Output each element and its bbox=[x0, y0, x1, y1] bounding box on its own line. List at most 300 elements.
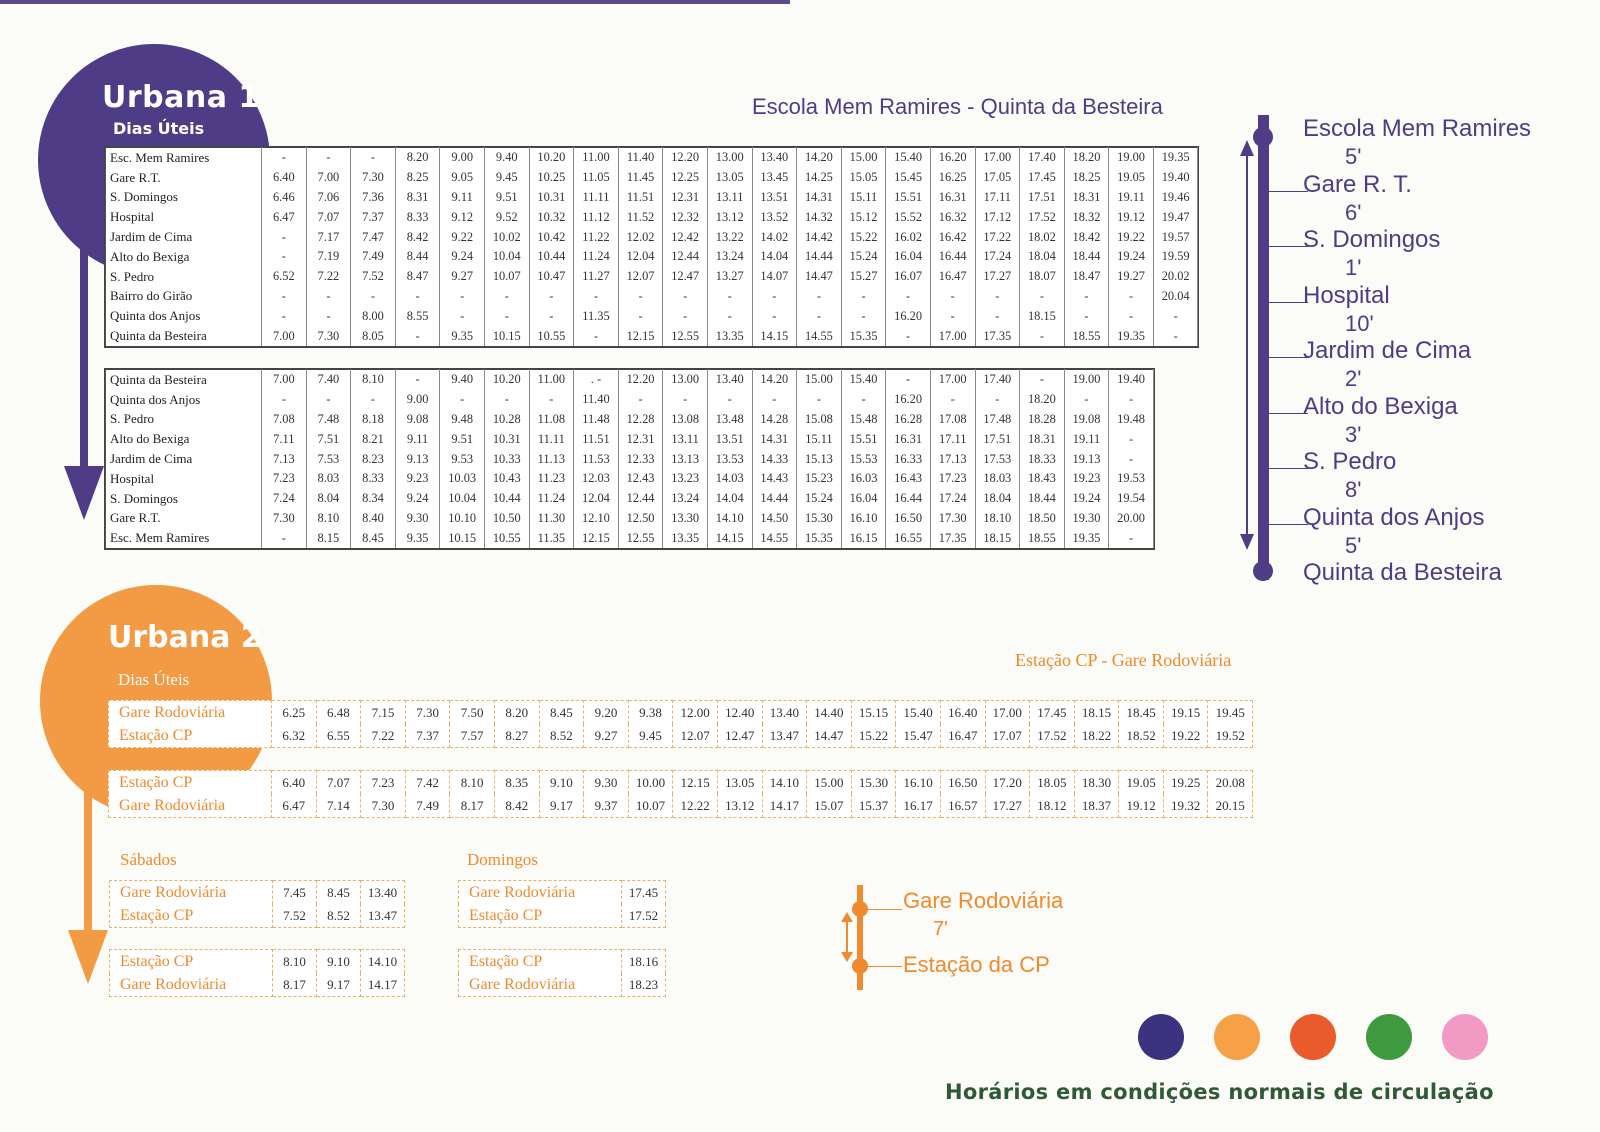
timetable-row bbox=[106, 489, 1154, 509]
diagram-stop-label: Hospital bbox=[1303, 281, 1390, 309]
time-cell: 16.32 bbox=[930, 207, 975, 227]
time-cell: 7.48 bbox=[306, 410, 351, 430]
time-cell: 11.22 bbox=[574, 227, 619, 247]
urbana1-arrow-shaft bbox=[80, 150, 88, 480]
time-cell: 18.25 bbox=[1064, 168, 1109, 188]
timetable-row bbox=[106, 267, 1198, 287]
time-cell: 11.11 bbox=[529, 429, 574, 449]
time-cell: 15.00 bbox=[807, 771, 852, 795]
timetable-row bbox=[459, 950, 666, 974]
diagram-stop-label: Quinta dos Anjos bbox=[1303, 503, 1485, 531]
time-cell: 8.55 bbox=[395, 306, 440, 326]
time-cell: 20.04 bbox=[1153, 287, 1198, 307]
time-cell: 19.22 bbox=[1163, 724, 1208, 748]
diagram-minutes: 2' bbox=[1345, 366, 1362, 391]
top-band bbox=[0, 0, 790, 4]
time-cell: - bbox=[1109, 390, 1154, 410]
time-cell: - bbox=[752, 287, 797, 307]
time-cell: - bbox=[529, 390, 574, 410]
time-cell: - bbox=[484, 306, 529, 326]
time-cell: 8.00 bbox=[351, 306, 396, 326]
time-cell: 10.15 bbox=[440, 528, 485, 548]
time-cell: - bbox=[1109, 449, 1154, 469]
time-cell: 14.17 bbox=[762, 794, 807, 818]
timetable-row bbox=[106, 469, 1154, 489]
time-cell: 18.28 bbox=[1020, 410, 1065, 430]
time-cell: 6.32 bbox=[272, 724, 317, 748]
bidirectional-arrow-icon bbox=[1246, 150, 1248, 542]
timetable-row bbox=[106, 370, 1154, 390]
time-cell: 19.24 bbox=[1064, 489, 1109, 509]
time-cell: 12.20 bbox=[663, 148, 708, 168]
time-cell: 14.07 bbox=[752, 267, 797, 287]
time-cell: 8.18 bbox=[351, 410, 396, 430]
time-cell: - bbox=[841, 390, 886, 410]
time-cell: 16.10 bbox=[841, 509, 886, 529]
saturday-outbound-table bbox=[109, 880, 405, 928]
stop-name: Estação CP bbox=[459, 950, 622, 974]
time-cell: 18.52 bbox=[1119, 724, 1164, 748]
urbana2-subtitle: Dias Úteis bbox=[118, 670, 190, 689]
timetable-row bbox=[106, 148, 1198, 168]
stop-name: Hospital bbox=[106, 469, 262, 489]
timetable-row bbox=[110, 904, 405, 928]
time-cell: 17.52 bbox=[1030, 724, 1075, 748]
time-cell: 13.23 bbox=[663, 469, 708, 489]
time-cell: 15.45 bbox=[886, 168, 931, 188]
time-cell: - bbox=[262, 227, 307, 247]
time-cell: 9.13 bbox=[395, 449, 440, 469]
time-cell: 16.20 bbox=[930, 148, 975, 168]
time-cell: 12.40 bbox=[717, 701, 762, 725]
diagram-stop-label: S. Domingos bbox=[1303, 226, 1441, 253]
time-cell: 10.42 bbox=[529, 227, 574, 247]
timetable-row bbox=[110, 973, 405, 997]
stop-name: Gare Rodoviária bbox=[110, 973, 273, 997]
time-cell: 11.27 bbox=[574, 267, 619, 287]
time-cell: 8.25 bbox=[395, 168, 440, 188]
stop-name: S. Pedro bbox=[106, 410, 262, 430]
stop-tick bbox=[862, 966, 902, 967]
time-cell: 15.51 bbox=[841, 429, 886, 449]
time-cell: - bbox=[395, 326, 440, 346]
timetable-row bbox=[459, 881, 666, 905]
timetable-row bbox=[106, 207, 1198, 227]
time-cell: 18.31 bbox=[1020, 429, 1065, 449]
time-cell: 17.40 bbox=[1020, 148, 1065, 168]
time-cell: 13.45 bbox=[752, 168, 797, 188]
time-cell: - bbox=[707, 390, 752, 410]
time-cell: 10.44 bbox=[484, 489, 529, 509]
time-cell: 7.51 bbox=[306, 429, 351, 449]
time-cell: 12.55 bbox=[618, 528, 663, 548]
time-cell: 11.40 bbox=[574, 390, 619, 410]
time-cell: 19.00 bbox=[1064, 370, 1109, 390]
color-dot bbox=[1214, 1014, 1260, 1060]
time-cell: 15.00 bbox=[797, 370, 842, 390]
time-cell: 20.00 bbox=[1109, 509, 1154, 529]
time-cell: 19.52 bbox=[1208, 724, 1253, 748]
time-cell: 8.33 bbox=[395, 207, 440, 227]
time-cell: 12.07 bbox=[673, 724, 718, 748]
time-cell: 9.51 bbox=[440, 429, 485, 449]
stop-tick bbox=[1268, 302, 1308, 303]
time-cell: - bbox=[529, 306, 574, 326]
time-cell: 12.02 bbox=[618, 227, 663, 247]
diagram-minutes: 3' bbox=[1345, 421, 1362, 447]
time-cell: 8.20 bbox=[395, 148, 440, 168]
color-dot bbox=[1290, 1014, 1336, 1060]
diagram-minutes: 10' bbox=[1345, 310, 1374, 336]
time-cell: 18.44 bbox=[1020, 489, 1065, 509]
time-cell: 17.53 bbox=[975, 449, 1020, 469]
stop-tick bbox=[1268, 191, 1308, 192]
timetable-row bbox=[106, 390, 1154, 410]
time-cell: 9.10 bbox=[317, 950, 361, 974]
diagram-stop-label: Alto do Bexiga bbox=[1303, 392, 1458, 420]
time-cell: 18.02 bbox=[1020, 227, 1065, 247]
time-cell: 9.23 bbox=[395, 469, 440, 489]
time-cell: 11.13 bbox=[529, 449, 574, 469]
time-cell: 16.28 bbox=[886, 410, 931, 430]
time-cell: 12.22 bbox=[673, 794, 718, 818]
time-cell: 9.00 bbox=[440, 148, 485, 168]
time-cell: 19.53 bbox=[1109, 469, 1154, 489]
time-cell: 19.25 bbox=[1163, 771, 1208, 795]
time-cell: 9.48 bbox=[440, 410, 485, 430]
time-cell: 12.43 bbox=[618, 469, 663, 489]
time-cell: 14.47 bbox=[807, 724, 852, 748]
time-cell: 15.30 bbox=[851, 771, 896, 795]
time-cell: 19.00 bbox=[1109, 148, 1154, 168]
time-cell: 14.43 bbox=[752, 469, 797, 489]
time-cell: 19.23 bbox=[1064, 469, 1109, 489]
time-cell: 10.32 bbox=[529, 207, 574, 227]
time-cell: 13.35 bbox=[707, 326, 752, 346]
diagram-stop-label: Estação da CP bbox=[903, 952, 1050, 977]
time-cell: 9.45 bbox=[484, 168, 529, 188]
time-cell: 15.24 bbox=[841, 247, 886, 267]
time-cell: 12.31 bbox=[663, 188, 708, 208]
time-cell: 8.27 bbox=[494, 724, 539, 748]
time-cell: 12.04 bbox=[618, 247, 663, 267]
time-cell: 16.31 bbox=[886, 429, 931, 449]
time-cell: 9.17 bbox=[317, 973, 361, 997]
time-cell: 7.45 bbox=[273, 881, 317, 905]
time-cell: 13.40 bbox=[752, 148, 797, 168]
time-cell: - bbox=[262, 528, 307, 548]
sunday-label: Domingos bbox=[467, 850, 538, 869]
time-cell: 16.55 bbox=[886, 528, 931, 548]
time-cell: 18.31 bbox=[1064, 188, 1109, 208]
time-cell: 14.10 bbox=[762, 771, 807, 795]
stop-name: Jardim de Cima bbox=[106, 449, 262, 469]
time-cell: 15.05 bbox=[841, 168, 886, 188]
time-cell: 8.17 bbox=[273, 973, 317, 997]
time-cell: 7.49 bbox=[405, 794, 450, 818]
stop-name: S. Domingos bbox=[106, 489, 262, 509]
timetable-row bbox=[106, 227, 1198, 247]
time-cell: 10.15 bbox=[484, 326, 529, 346]
time-cell: 9.53 bbox=[440, 449, 485, 469]
time-cell: 7.42 bbox=[405, 771, 450, 795]
time-cell: 15.08 bbox=[797, 410, 842, 430]
time-cell: 8.45 bbox=[351, 528, 396, 548]
time-cell: 18.15 bbox=[1074, 701, 1119, 725]
time-cell: 8.40 bbox=[351, 509, 396, 529]
time-cell: 7.30 bbox=[405, 701, 450, 725]
time-cell: 18.55 bbox=[1064, 326, 1109, 346]
time-cell: 17.51 bbox=[975, 429, 1020, 449]
time-cell: 18.20 bbox=[1064, 148, 1109, 168]
time-cell: 7.14 bbox=[316, 794, 361, 818]
time-cell: 11.45 bbox=[618, 168, 663, 188]
time-cell: 8.52 bbox=[317, 904, 361, 928]
time-cell: 17.08 bbox=[930, 410, 975, 430]
time-cell: 14.17 bbox=[361, 973, 405, 997]
time-cell: 8.34 bbox=[351, 489, 396, 509]
time-cell: 14.28 bbox=[752, 410, 797, 430]
time-cell: - bbox=[752, 306, 797, 326]
time-cell: 11.35 bbox=[529, 528, 574, 548]
time-cell: - bbox=[618, 306, 663, 326]
time-cell: - bbox=[306, 390, 351, 410]
time-cell: 12.31 bbox=[618, 429, 663, 449]
time-cell: 17.35 bbox=[975, 326, 1020, 346]
time-cell: 7.17 bbox=[306, 227, 351, 247]
time-cell: 17.24 bbox=[930, 489, 975, 509]
time-cell: 8.10 bbox=[450, 771, 495, 795]
time-cell: 8.20 bbox=[494, 701, 539, 725]
time-cell: 14.31 bbox=[752, 429, 797, 449]
timetable-row bbox=[109, 701, 1253, 725]
time-cell: 13.40 bbox=[762, 701, 807, 725]
time-cell: 10.00 bbox=[628, 771, 673, 795]
time-cell: 9.08 bbox=[395, 410, 440, 430]
time-cell: 9.37 bbox=[584, 794, 629, 818]
time-cell: 10.04 bbox=[440, 489, 485, 509]
time-cell: 13.22 bbox=[707, 227, 752, 247]
time-cell: 19.35 bbox=[1153, 148, 1198, 168]
time-cell: 7.52 bbox=[273, 904, 317, 928]
time-cell: 7.24 bbox=[262, 489, 307, 509]
time-cell: 20.15 bbox=[1208, 794, 1253, 818]
stop-tick bbox=[1268, 524, 1308, 525]
time-cell: - bbox=[886, 326, 931, 346]
time-cell: 14.20 bbox=[797, 148, 842, 168]
time-cell: - bbox=[930, 306, 975, 326]
time-cell: - bbox=[663, 306, 708, 326]
time-cell: 18.16 bbox=[622, 950, 666, 974]
time-cell: - bbox=[574, 326, 619, 346]
time-cell: 13.11 bbox=[707, 188, 752, 208]
time-cell: - bbox=[886, 287, 931, 307]
time-cell: 15.35 bbox=[841, 326, 886, 346]
time-cell: 17.52 bbox=[622, 904, 666, 928]
time-cell: 6.46 bbox=[262, 188, 307, 208]
time-cell: . - bbox=[574, 370, 619, 390]
time-cell: 13.00 bbox=[707, 148, 752, 168]
time-cell: 8.45 bbox=[317, 881, 361, 905]
urbana1-inbound-table bbox=[105, 369, 1154, 549]
time-cell: 17.11 bbox=[930, 429, 975, 449]
time-cell: 19.22 bbox=[1109, 227, 1154, 247]
time-cell: 19.30 bbox=[1064, 509, 1109, 529]
time-cell: 12.20 bbox=[618, 370, 663, 390]
time-cell: 8.42 bbox=[395, 227, 440, 247]
time-cell: 10.33 bbox=[484, 449, 529, 469]
time-cell: 17.40 bbox=[975, 370, 1020, 390]
time-cell: 17.45 bbox=[1020, 168, 1065, 188]
time-cell: 10.43 bbox=[484, 469, 529, 489]
time-cell: - bbox=[262, 390, 307, 410]
time-cell: 17.35 bbox=[930, 528, 975, 548]
time-cell: 13.11 bbox=[663, 429, 708, 449]
time-cell: 17.00 bbox=[985, 701, 1030, 725]
time-cell: 13.05 bbox=[717, 771, 762, 795]
time-cell: 12.44 bbox=[618, 489, 663, 509]
time-cell: 16.33 bbox=[886, 449, 931, 469]
time-cell: 6.47 bbox=[272, 794, 317, 818]
time-cell: 15.12 bbox=[841, 207, 886, 227]
stop-name: Gare Rodoviária bbox=[109, 794, 272, 818]
time-cell: 15.11 bbox=[797, 429, 842, 449]
time-cell: 7.49 bbox=[351, 247, 396, 267]
timetable-row bbox=[106, 410, 1154, 430]
stop-name: S. Pedro bbox=[106, 267, 262, 287]
urbana2-weekday-outbound-table bbox=[108, 700, 1253, 748]
time-cell: 8.21 bbox=[351, 429, 396, 449]
timetable-row bbox=[106, 168, 1198, 188]
time-cell: 6.40 bbox=[272, 771, 317, 795]
time-cell: - bbox=[306, 287, 351, 307]
time-cell: 17.20 bbox=[985, 771, 1030, 795]
timetable-row bbox=[109, 724, 1253, 748]
time-cell: 7.36 bbox=[351, 188, 396, 208]
time-cell: 17.24 bbox=[975, 247, 1020, 267]
urbana2-arrow-shaft bbox=[84, 700, 92, 940]
time-cell: 18.04 bbox=[1020, 247, 1065, 267]
time-cell: - bbox=[440, 306, 485, 326]
time-cell: 19.27 bbox=[1109, 267, 1154, 287]
time-cell: - bbox=[395, 287, 440, 307]
time-cell: 18.03 bbox=[975, 469, 1020, 489]
time-cell: 10.50 bbox=[484, 509, 529, 529]
time-cell: 9.30 bbox=[395, 509, 440, 529]
time-cell: 10.20 bbox=[529, 148, 574, 168]
time-cell: 9.51 bbox=[484, 188, 529, 208]
time-cell: - bbox=[1109, 528, 1154, 548]
time-cell: 17.27 bbox=[985, 794, 1030, 818]
time-cell: 18.45 bbox=[1119, 701, 1164, 725]
time-cell: - bbox=[975, 306, 1020, 326]
time-cell: 14.03 bbox=[707, 469, 752, 489]
time-cell: 11.40 bbox=[618, 148, 663, 168]
time-cell: 15.27 bbox=[841, 267, 886, 287]
time-cell: 13.12 bbox=[717, 794, 762, 818]
time-cell: 9.11 bbox=[395, 429, 440, 449]
time-cell: 6.48 bbox=[316, 701, 361, 725]
time-cell: 12.03 bbox=[574, 469, 619, 489]
time-cell: 14.44 bbox=[797, 247, 842, 267]
color-dot bbox=[1442, 1014, 1488, 1060]
time-cell: 15.40 bbox=[896, 701, 941, 725]
time-cell: - bbox=[440, 287, 485, 307]
time-cell: 8.23 bbox=[351, 449, 396, 469]
time-cell: 16.17 bbox=[896, 794, 941, 818]
time-cell: 14.10 bbox=[361, 950, 405, 974]
time-cell: 7.13 bbox=[262, 449, 307, 469]
time-cell: 10.04 bbox=[484, 247, 529, 267]
time-cell: 8.33 bbox=[351, 469, 396, 489]
time-cell: - bbox=[529, 287, 574, 307]
time-cell: 7.15 bbox=[361, 701, 406, 725]
diagram-stop-label: Escola Mem Ramires bbox=[1303, 115, 1532, 142]
time-cell: - bbox=[886, 370, 931, 390]
time-cell: 14.20 bbox=[752, 370, 797, 390]
time-cell: 8.42 bbox=[494, 794, 539, 818]
time-cell: - bbox=[262, 287, 307, 307]
time-cell: 15.48 bbox=[841, 410, 886, 430]
urbana1-subtitle: Dias Úteis bbox=[113, 119, 205, 138]
time-cell: 17.22 bbox=[975, 227, 1020, 247]
time-cell: 7.30 bbox=[351, 168, 396, 188]
time-cell: 6.40 bbox=[262, 168, 307, 188]
time-cell: 7.40 bbox=[306, 370, 351, 390]
time-cell: 9.00 bbox=[395, 390, 440, 410]
time-cell: 14.32 bbox=[797, 207, 842, 227]
stop-name: Bairro do Girão bbox=[106, 287, 262, 307]
time-cell: 12.50 bbox=[618, 509, 663, 529]
time-cell: 19.11 bbox=[1109, 188, 1154, 208]
timetable-row bbox=[106, 188, 1198, 208]
time-cell: 12.00 bbox=[673, 701, 718, 725]
time-cell: 17.23 bbox=[930, 469, 975, 489]
time-cell: - bbox=[1109, 306, 1154, 326]
stop-name: Estação CP bbox=[110, 950, 273, 974]
time-cell: 18.55 bbox=[1020, 528, 1065, 548]
time-cell: - bbox=[484, 390, 529, 410]
time-cell: 11.51 bbox=[574, 429, 619, 449]
time-cell: 15.52 bbox=[886, 207, 931, 227]
stop-name: Quinta dos Anjos bbox=[106, 390, 262, 410]
time-cell: 19.05 bbox=[1119, 771, 1164, 795]
time-cell: 10.31 bbox=[529, 188, 574, 208]
timetable-row bbox=[106, 326, 1198, 346]
stop-name: Quinta da Besteira bbox=[106, 370, 262, 390]
time-cell: - bbox=[1153, 326, 1198, 346]
time-cell: - bbox=[930, 287, 975, 307]
time-cell: 9.22 bbox=[440, 227, 485, 247]
time-cell: 17.48 bbox=[975, 410, 1020, 430]
time-cell: 15.11 bbox=[841, 188, 886, 208]
time-cell: 11.53 bbox=[574, 449, 619, 469]
time-cell: - bbox=[841, 287, 886, 307]
time-cell: 14.40 bbox=[807, 701, 852, 725]
time-cell: 7.06 bbox=[306, 188, 351, 208]
time-cell: 9.30 bbox=[584, 771, 629, 795]
sunday-inbound-table bbox=[458, 949, 666, 997]
time-cell: - bbox=[663, 287, 708, 307]
time-cell: 10.25 bbox=[529, 168, 574, 188]
time-cell: - bbox=[1020, 326, 1065, 346]
timetable-row bbox=[106, 287, 1198, 307]
time-cell: 14.55 bbox=[797, 326, 842, 346]
time-cell: 16.50 bbox=[886, 509, 931, 529]
time-cell: 12.04 bbox=[574, 489, 619, 509]
time-cell: 16.50 bbox=[940, 771, 985, 795]
stop-tick bbox=[1268, 413, 1308, 414]
